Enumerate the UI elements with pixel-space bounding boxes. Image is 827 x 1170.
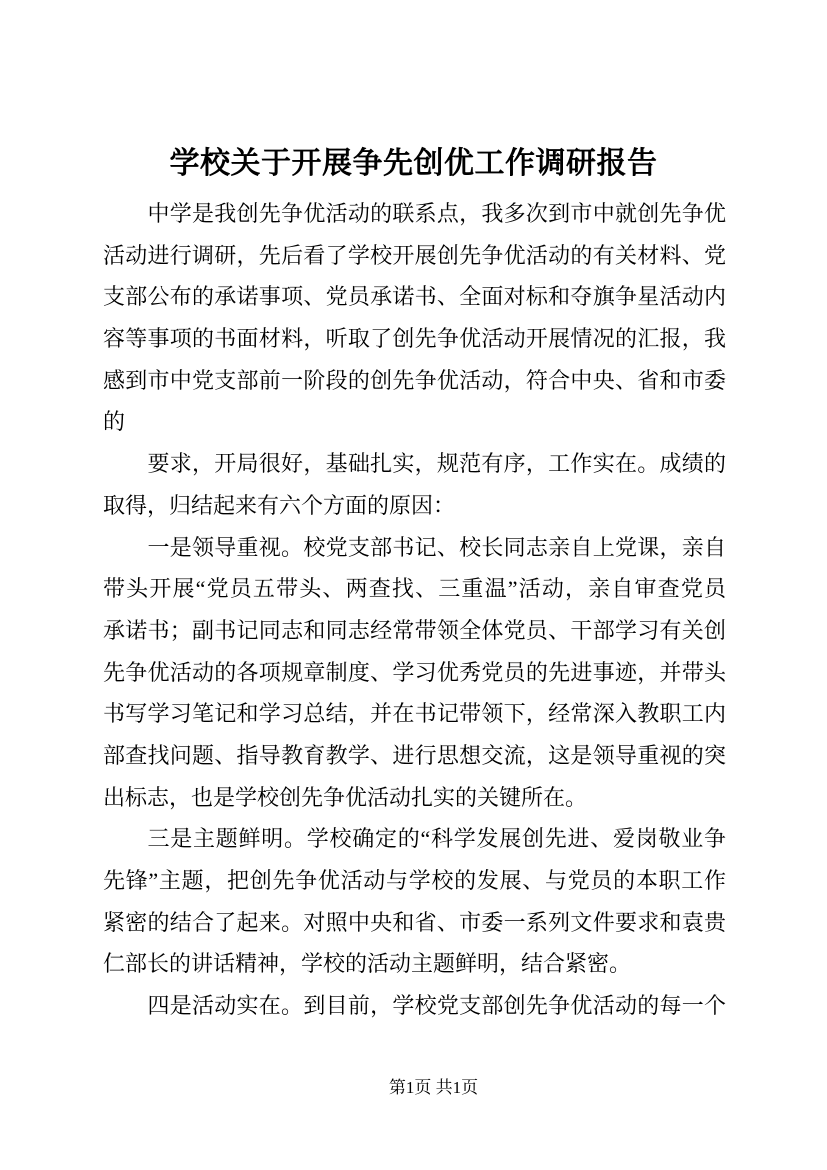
text-line: 先争优活动的各项规章制度、学习优秀党员的先进事迹，并带头	[103, 659, 726, 685]
paragraph	[103, 985, 726, 1027]
document-body	[103, 193, 726, 1027]
paragraph	[103, 527, 726, 819]
text-line: 活动进行调研，先后看了学校开展创先争优活动的有关材料、党	[103, 242, 726, 268]
text-line: 支部公布的承诺事项、党员承诺书、全面对标和夺旗争星活动内	[103, 284, 726, 310]
text-line: 带头开展“党员五带头、两查找、三重温”活动，亲自审查党员	[103, 576, 726, 602]
paragraph	[103, 443, 726, 526]
text-line: 紧密的结合了起来。对照中央和省、市委一系列文件要求和袁贵	[103, 909, 726, 935]
text-line: 中学是我创先争优活动的联系点，我多次到市中就创先争优	[147, 201, 726, 226]
page-number-text: 第1页 共1页	[388, 1078, 479, 1097]
text-line: 要求，开局很好，基础扎实，规范有序，工作实在。成绩的	[147, 451, 726, 477]
text-line: 部查找问题、指导教育教学、进行思想交流，这是领导重视的突	[103, 742, 726, 768]
paragraph	[103, 818, 726, 985]
text-line: 三是主题鲜明。学校确定的“科学发展创先进、爱岗敬业争	[147, 826, 726, 852]
document-title: 学校关于开展争先创优工作调研报告	[169, 147, 658, 180]
text-line: 取得，归结起来有六个方面的原因：	[103, 492, 456, 518]
text-line: 出标志，也是学校创先争优活动扎实的关键所在。	[103, 784, 588, 810]
paragraph	[103, 193, 726, 443]
text-line: 仁部长的讲话精神，学校的活动主题鲜明，结合紧密。	[103, 951, 632, 977]
text-line: 一是领导重视。校党支部书记、校长同志亲自上党课，亲自	[147, 534, 726, 560]
text-line: 先锋”主题，把创先争优活动与学校的发展、与党员的本职工作	[103, 868, 726, 893]
text-line: 四是活动实在。到目前，学校党支部创先争优活动的每一个	[147, 993, 726, 1019]
text-line: 容等事项的书面材料，听取了创先争优活动开展情况的汇报，我	[103, 326, 726, 352]
page-footer	[40, 1078, 827, 1098]
text-line: 感到市中党支部前一阶段的创先争优活动，符合中央、省和市委	[103, 367, 726, 393]
text-line: 承诺书；副书记同志和同志经常带领全体党员、干部学习有关创	[103, 617, 726, 643]
text-line: 的	[103, 409, 126, 435]
text-line: 书写学习笔记和学习总结，并在书记带领下，经常深入教职工内	[103, 701, 726, 727]
